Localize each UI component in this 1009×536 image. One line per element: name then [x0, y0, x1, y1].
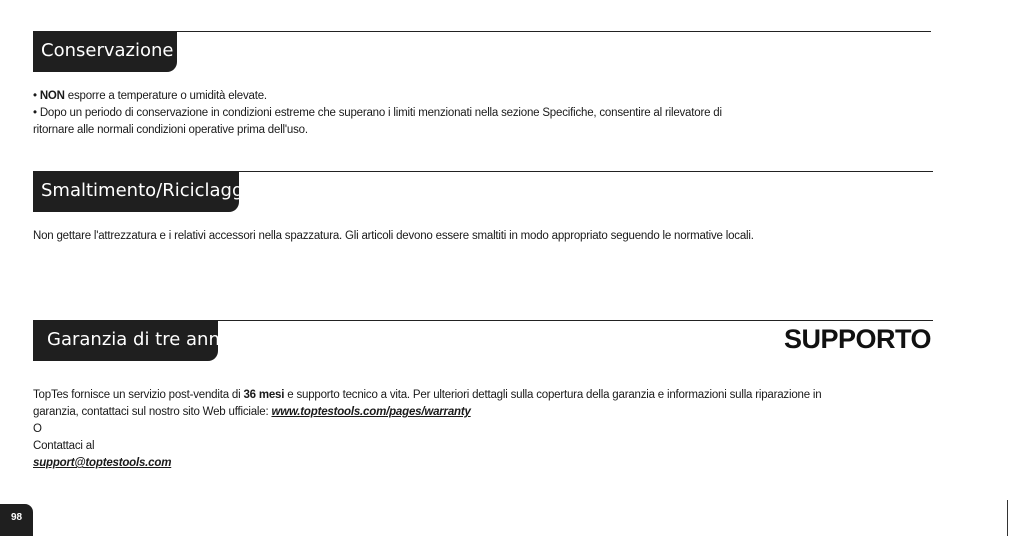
- garanzia-line-2: [33, 404, 821, 421]
- emphasis-36-mesi: 36 mesi: [243, 389, 285, 401]
- section-heading-smaltimento: Smaltimento/Riciclaggio: [33, 171, 239, 212]
- garanzia-line-1: [33, 387, 821, 404]
- bullet-marker: •: [33, 90, 40, 102]
- page-number-tab: [0, 504, 33, 536]
- section-heading-conservazione: Conservazione: [33, 31, 177, 72]
- emphasis-non: NON: [39, 90, 65, 102]
- conservazione-bullet-2-line-2: ritornare alle normali condizioni operative prima dell'uso.: [33, 124, 308, 136]
- conservazione-bullet-1: [33, 88, 722, 105]
- conservazione-bullet-2-line-1: • Dopo un periodo di conservazione in condizioni estreme che superano i limiti menzionati nella sezione Specifiche, consentire al rilevatore di: [33, 107, 722, 119]
- email-line: [33, 455, 821, 472]
- garanzia-line-2-text: garanzia, contattaci sul nostro sito Web ufficiale:: [33, 406, 272, 418]
- smaltimento-text: Non gettare l'attrezzatura e i relativi accessori nella spazzatura. Gli articoli devono essere smaltiti in modo appropriato seguendo le normative locali.: [33, 230, 754, 242]
- garanzia-line-1-end: e supporto tecnico a vita. Per ulteriori dettagli sulla copertura della garanzia e informazioni sulla riparazione in: [284, 389, 822, 401]
- smaltimento-body: [33, 228, 754, 245]
- conservazione-body: [33, 88, 722, 139]
- or-text: O: [33, 423, 42, 435]
- page-number: 98: [10, 512, 23, 523]
- page-section-title: SUPPORTO: [783, 324, 931, 354]
- garanzia-line-1-start: TopTes fornisce un servizio post-vendita di: [33, 389, 244, 401]
- page-edge-line: [1007, 500, 1008, 536]
- support-email-link[interactable]: support@toptestools.com: [33, 457, 172, 469]
- contact-text: Contattaci al: [33, 440, 95, 452]
- warranty-link[interactable]: www.toptestools.com/pages/warranty: [271, 406, 471, 418]
- section-heading-garanzia: Garanzia di tre anni: [33, 320, 218, 361]
- bullet-1-text: esporre a temperature o umidità elevate.: [64, 90, 267, 102]
- garanzia-body: [33, 387, 821, 472]
